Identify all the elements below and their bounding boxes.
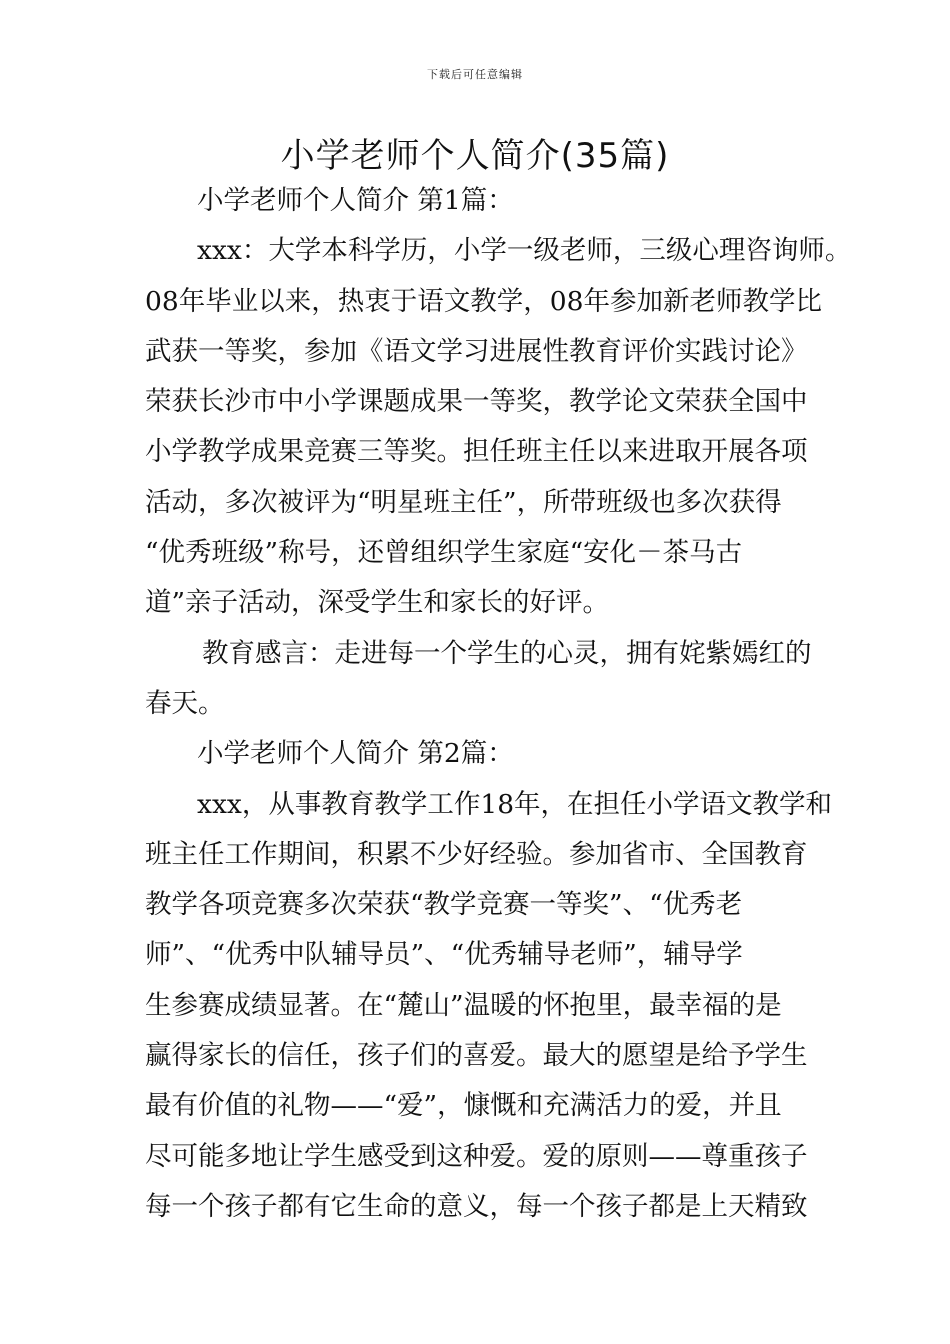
paragraph-line: “优秀班级”称号，还曾组织学生家庭“安化－茶马古 bbox=[145, 537, 743, 569]
paragraph-line: 08年毕业以来，热衷于语文教学，08年参加新老师教学比 bbox=[145, 285, 822, 317]
paragraph-line: 师”、“优秀中队辅导员”、“优秀辅导老师”，辅导学 bbox=[145, 939, 743, 971]
paragraph-line: 最有价值的礼物——“爱”，慷慨和充满活力的爱，并且 bbox=[145, 1090, 782, 1122]
paragraph-line: 生参赛成绩显著。在“麓山”温暖的怀抱里，最幸福的是 bbox=[145, 989, 782, 1021]
section-heading: 小学老师个人简介 第2篇： bbox=[197, 738, 514, 770]
paragraph-line: 小学教学成果竞赛三等奖。担任班主任以来进取开展各项 bbox=[145, 436, 808, 468]
paragraph-line: 班主任工作期间，积累不少好经验。参加省市、全国教育 bbox=[145, 838, 808, 870]
paragraph-line: 教学各项竞赛多次荣获“教学竞赛一等奖”、“优秀老 bbox=[145, 889, 743, 921]
paragraph-line: 活动，多次被评为“明星班主任”，所带班级也多次获得 bbox=[145, 486, 782, 518]
paragraph-line: 武获一等奖，参加《语文学习进展性教育评价实践讨论》 bbox=[145, 335, 808, 367]
document-body bbox=[145, 176, 852, 1232]
paragraph-line: 尽可能多地让学生感受到这种爱。爱的原则——尊重孩子 bbox=[145, 1140, 808, 1172]
paragraph-line: 每一个孩子都有它生命的意义，每一个孩子都是上天精致 bbox=[145, 1190, 808, 1222]
paragraph-line: 教育感言：走进每一个学生的心灵，拥有姹紫嫣红的 bbox=[202, 637, 812, 669]
paragraph-line: 春天。 bbox=[145, 687, 225, 719]
section-heading: 小学老师个人简介 第1篇： bbox=[197, 185, 514, 216]
paragraph-line: 道”亲子活动，深受学生和家长的好评。 bbox=[145, 587, 610, 619]
document-title: 小学老师个人简介(35篇) bbox=[280, 136, 670, 176]
header-note: 下载后可任意编辑 bbox=[427, 68, 523, 81]
paragraph-line: xxx：大学本科学历，小学一级老师，三级心理咨询师。 bbox=[197, 235, 852, 267]
paragraph-line: 荣获长沙市中小学课题成果一等奖，教学论文荣获全国中 bbox=[145, 386, 808, 418]
paragraph-line: 赢得家长的信任，孩子们的喜爱。最大的愿望是给予学生 bbox=[145, 1040, 808, 1072]
paragraph-line: xxx，从事教育教学工作18年，在担任小学语文教学和 bbox=[197, 788, 833, 820]
